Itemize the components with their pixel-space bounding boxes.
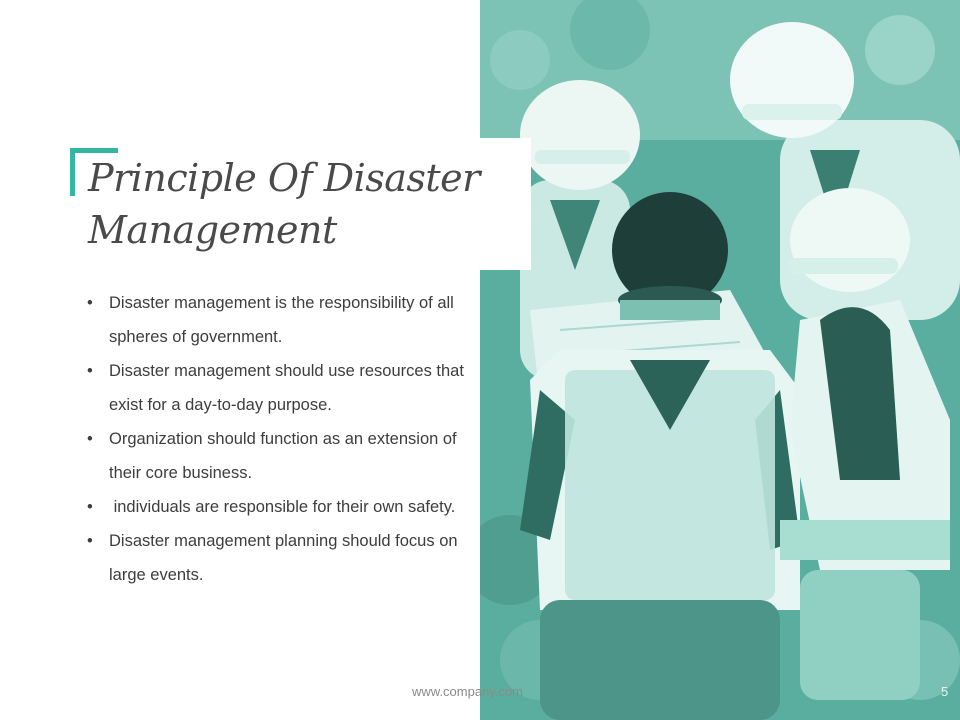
slide-title: Principle Of Disaster Management xyxy=(88,156,480,252)
bullet-marker: • xyxy=(87,362,93,380)
bullet-item xyxy=(87,354,472,422)
bullet-text: Disaster management should use resources that exist for a day-to-day purpose. xyxy=(109,362,464,414)
bullet-text: individuals are responsible for their own safety. xyxy=(109,498,456,516)
bullet-text: Disaster management planning should focus on large events. xyxy=(109,532,458,584)
bullet-item xyxy=(87,490,472,524)
bullet-marker: • xyxy=(87,532,93,550)
bullet-item xyxy=(87,524,472,592)
bullet-text: Disaster management is the responsibility of all spheres of government. xyxy=(109,294,454,346)
bullet-list xyxy=(87,286,472,592)
bullet-item xyxy=(87,422,472,490)
bullet-marker: • xyxy=(87,498,93,516)
page-number: 5 xyxy=(941,684,949,699)
bullet-item xyxy=(87,286,472,354)
bullet-marker: • xyxy=(87,294,93,312)
construction-workers-photo xyxy=(480,0,960,720)
bullet-marker: • xyxy=(87,430,93,448)
footer-website: www.company.com xyxy=(412,684,524,699)
bullet-text: Organization should function as an extension of their core business. xyxy=(109,430,457,482)
